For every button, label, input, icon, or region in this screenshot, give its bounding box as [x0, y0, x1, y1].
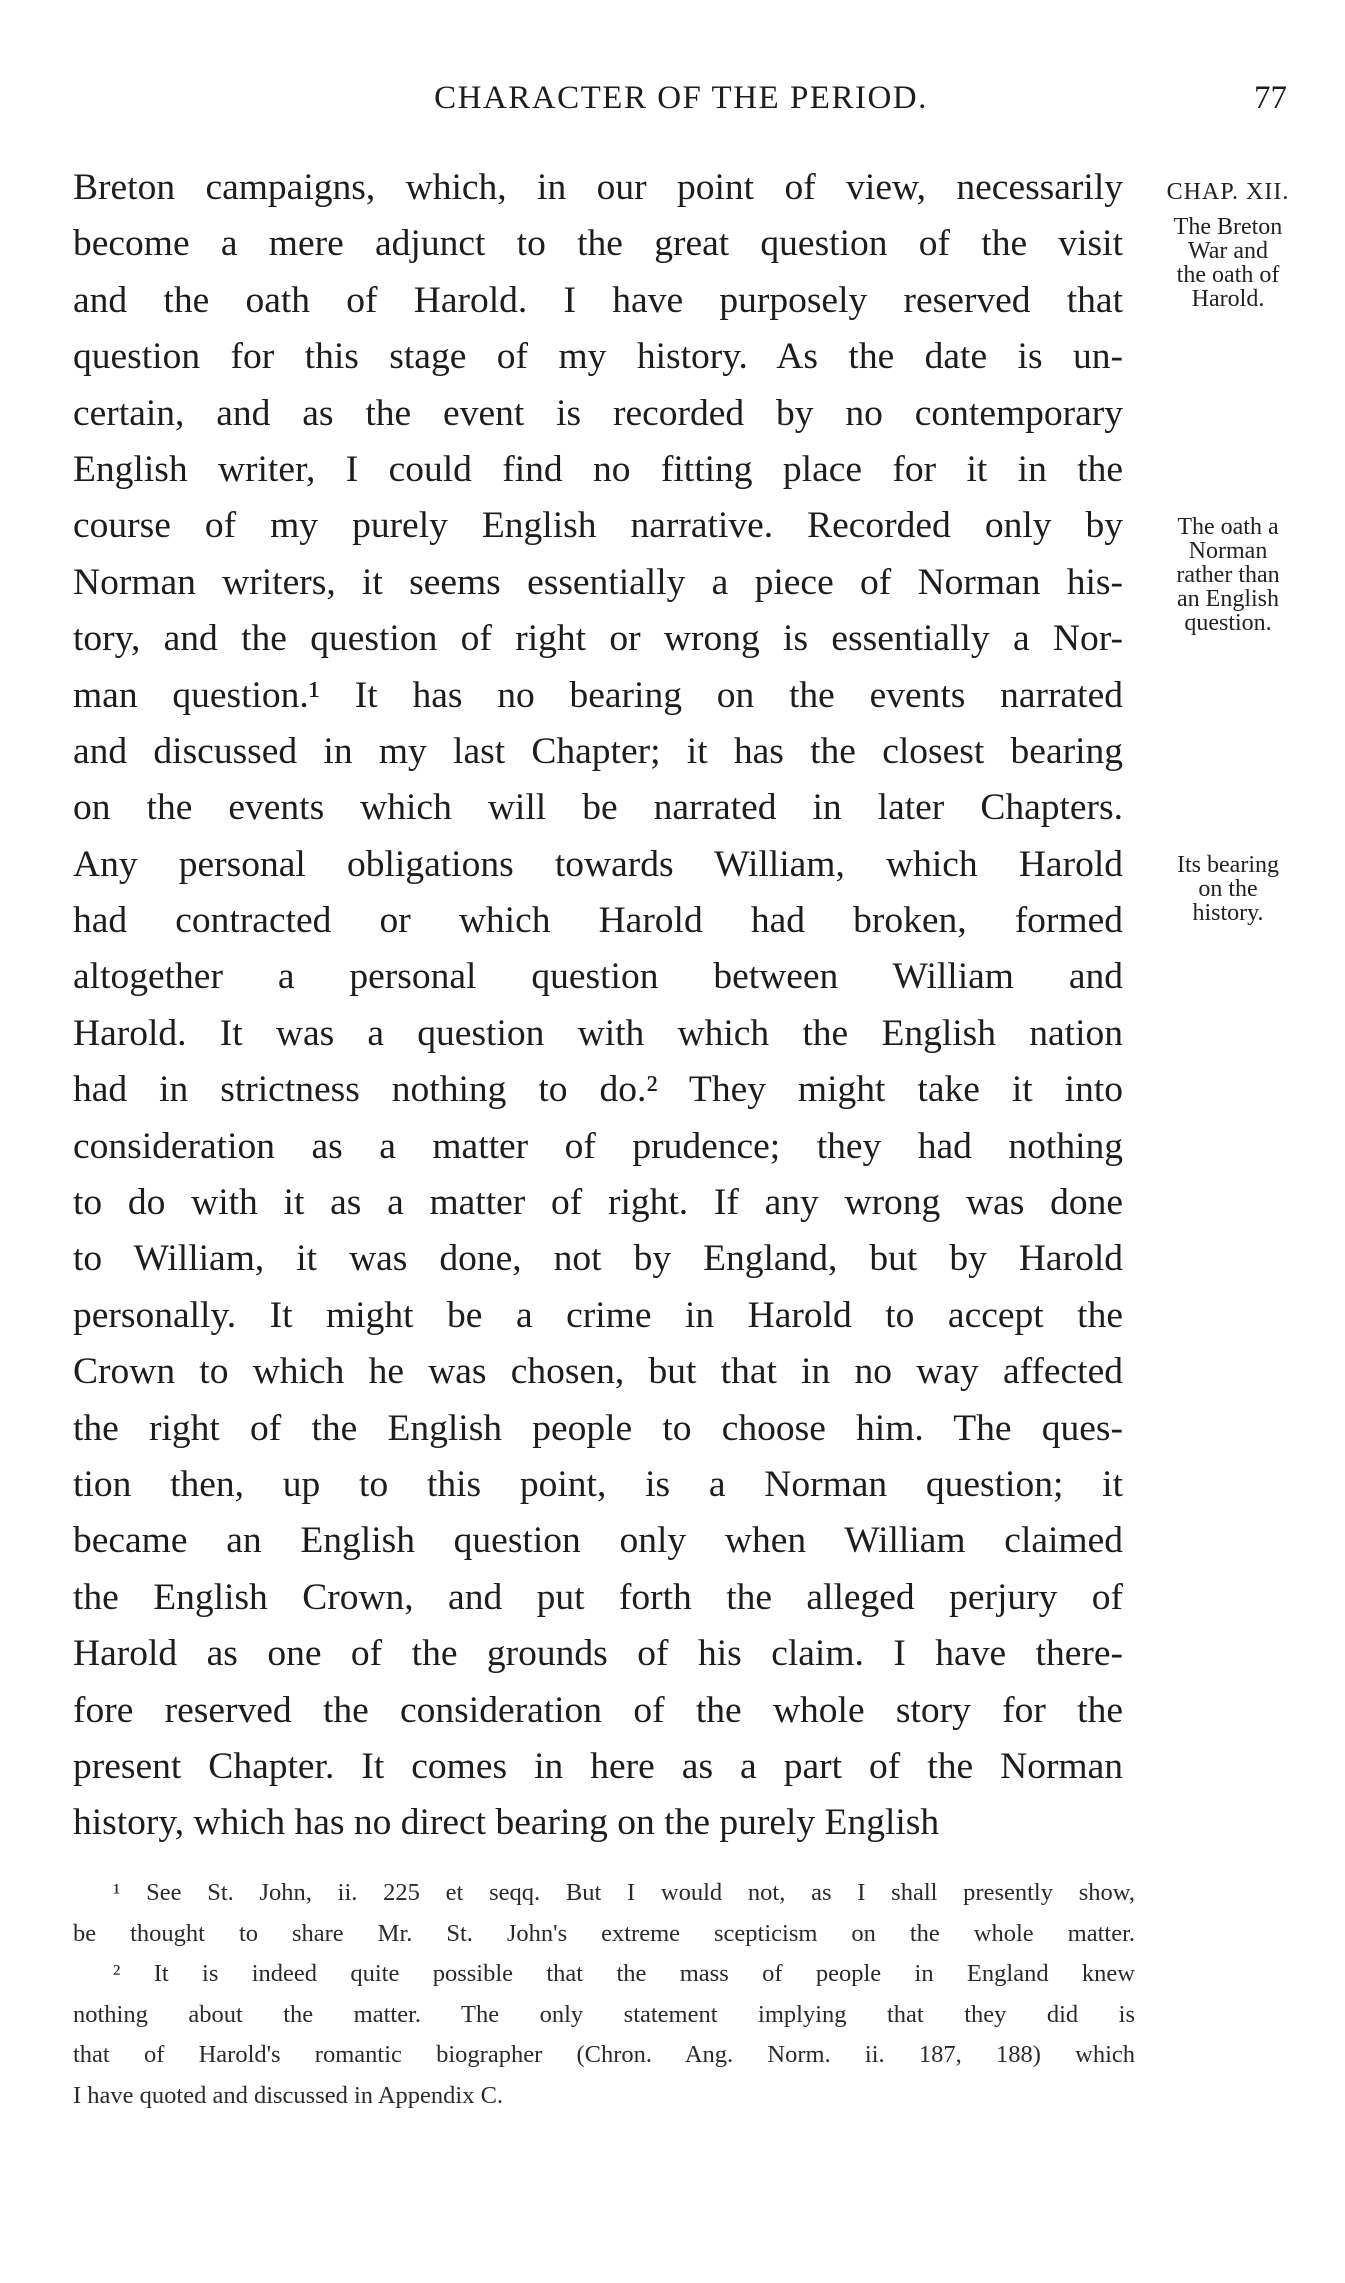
text-line: Crown to which he was chosen, but that in no way affected — [73, 1351, 1123, 1393]
text-line: English writer, I could find no fitting place for it in the — [73, 448, 1123, 490]
footnotes — [73, 1873, 1135, 2116]
footnote-line: that of Harold's romantic biographer (Chron. Ang. Norm. ii. 187, 188) which — [73, 2041, 1135, 2068]
footnote-line: nothing about the matter. The only statement implying that they did is — [73, 2000, 1135, 2028]
text-line: become a mere adjunct to the great question of the visit — [73, 223, 1123, 265]
sidenote-line: the oath of — [1176, 262, 1280, 288]
text-line: Norman writers, it seems essentially a piece of Norman his- — [73, 561, 1123, 603]
text-line: had contracted or which Harold had broken, formed — [73, 900, 1123, 942]
running-head: CHARACTER OF THE PERIOD. — [434, 80, 928, 116]
text-line: the right of the English people to choose him. The ques- — [73, 1407, 1123, 1449]
sidenote-line: Harold. — [1191, 286, 1265, 312]
text-line: to do with it as a matter of right. If any wrong was done — [73, 1182, 1123, 1224]
text-line: had in strictness nothing to do.² They might take it into — [73, 1069, 1123, 1111]
text-line: present Chapter. It comes in here as a part of the Norman — [73, 1745, 1123, 1787]
footnote-1: ¹ See St. John, ii. 225 et seqq. But I would not, as I shall presently show, — [113, 1879, 1135, 1906]
page-number: 77 — [1254, 80, 1287, 116]
sidenote-breton-war — [1128, 215, 1328, 311]
sidenote-bearing — [1128, 853, 1328, 925]
footnote-line: I have quoted and discussed in Appendix C. — [73, 2081, 504, 2109]
body-text — [73, 160, 1123, 1852]
text-line: Breton campaigns, which, in our point of view, necessarily — [73, 167, 1123, 208]
sidenote-line: on the — [1198, 876, 1258, 902]
sidenote-line: War and — [1187, 238, 1269, 264]
sidenote-line: an English — [1177, 586, 1279, 612]
text-line: and the oath of Harold. I have purposely reserved that — [73, 279, 1123, 321]
sidenote-norman-question — [1128, 515, 1328, 635]
text-line: Harold as one of the grounds of his claim. I have there- — [73, 1633, 1123, 1675]
text-line: question for this stage of my history. As the date is un- — [73, 336, 1123, 378]
sidenote-line: The oath a — [1177, 514, 1279, 540]
sidenote-line: The Breton — [1173, 214, 1283, 240]
text-line: tion then, up to this point, is a Norman question; it — [73, 1463, 1123, 1505]
text-line: altogether a personal question between William and — [73, 956, 1123, 998]
text-line: became an English question only when William claimed — [73, 1520, 1123, 1562]
text-line: certain, and as the event is recorded by no contemporary — [73, 392, 1123, 434]
page-header — [75, 80, 1287, 122]
text-line: tory, and the question of right or wrong is essentially a Nor- — [73, 618, 1123, 660]
chapter-marker — [1128, 180, 1328, 204]
footnote-2: ² It is indeed quite possible that the mass of people in England knew — [113, 1960, 1135, 1987]
text-line: to William, it was done, not by England, but by Harold — [73, 1238, 1123, 1280]
text-line: on the events which will be narrated in later Chapters. — [73, 787, 1123, 829]
sidenote-line: Norman — [1188, 538, 1268, 564]
text-line: Any personal obligations towards William, which Harold — [73, 843, 1123, 885]
text-line: the English Crown, and put forth the alleged perjury of — [73, 1576, 1123, 1618]
text-line: personally. It might be a crime in Harold to accept the — [73, 1294, 1123, 1336]
text-line: consideration as a matter of prudence; they had nothing — [73, 1125, 1123, 1167]
sidenote-line: Its bearing — [1177, 852, 1279, 878]
text-line: and discussed in my last Chapter; it has the closest bearing — [73, 730, 1123, 772]
chapter-label: CHAP. XII. — [1166, 179, 1290, 205]
text-line: fore reserved the consideration of the whole story for the — [73, 1689, 1123, 1731]
footnote-line: be thought to share Mr. St. John's extreme scepticism on the whole matter. — [73, 1919, 1135, 1947]
sidenote-line: history. — [1192, 900, 1264, 926]
sidenote-line: question. — [1184, 610, 1272, 636]
text-line: man question.¹ It has no bearing on the events narrated — [73, 674, 1123, 716]
text-line: course of my purely English narrative. Recorded only by — [73, 505, 1123, 547]
sidenote-line: rather than — [1176, 562, 1280, 588]
text-line: Harold. It was a question with which the English nation — [73, 1012, 1123, 1054]
text-line: history, which has no direct bearing on the purely English — [73, 1802, 940, 1844]
